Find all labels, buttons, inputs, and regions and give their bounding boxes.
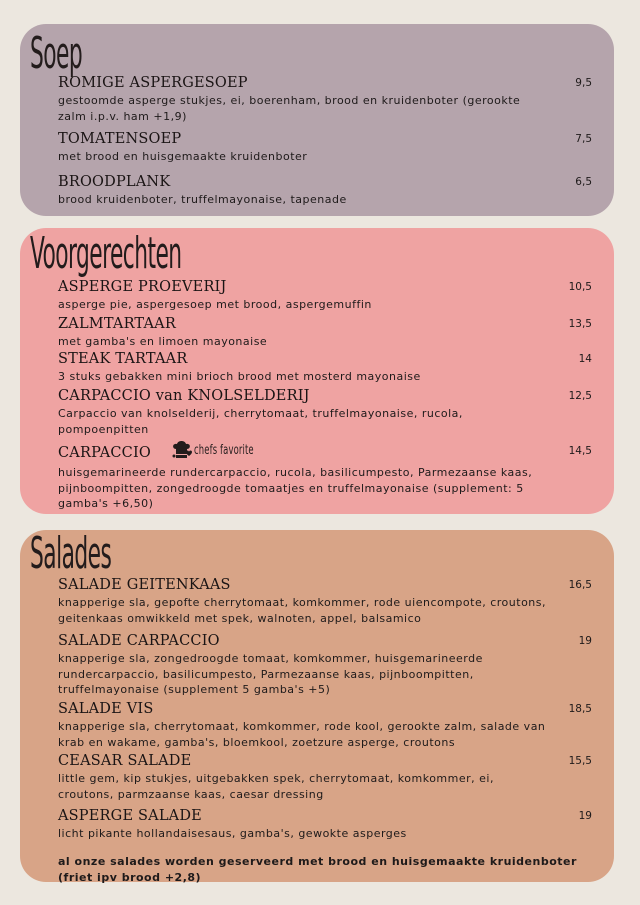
item-name: SALADE GEITENKAAS xyxy=(58,577,231,593)
item-description: met brood en huisgemaakte kruidenboter xyxy=(58,150,308,163)
item-description: little gem, kip stukjes, uitgebakken spek, cherrytomaat, komkommer, ei, croutons, parmzaanse kaas, caesar dressing xyxy=(58,772,494,801)
menu-item-romige-aspergesoep xyxy=(58,74,592,124)
item-price: 9,5 xyxy=(575,77,592,89)
item-name: CEASAR SALADE xyxy=(58,753,192,769)
menu-item-zalmtartaar xyxy=(58,315,592,350)
item-name: BROODPLANK xyxy=(58,174,171,190)
item-name: ZALMTARTAAR xyxy=(58,316,176,332)
section-voorgerechten xyxy=(20,228,614,514)
item-price: 15,5 xyxy=(568,755,592,767)
section-title-salades: Salades xyxy=(30,528,112,579)
item-name: TOMATENSOEP xyxy=(58,131,182,147)
menu-item-ceasar-salade xyxy=(58,752,592,802)
item-description: licht pikante hollandaisesaus, gamba's, gewokte asperges xyxy=(58,827,407,840)
section-title-voorgerechten: Voorgerechten xyxy=(30,228,182,279)
item-description: 3 stuks gebakken mini brioch brood met mosterd mayonaise xyxy=(58,370,421,383)
item-price: 10,5 xyxy=(568,281,592,293)
item-name: STEAK TARTAAR xyxy=(58,351,188,367)
item-price: 18,5 xyxy=(568,703,592,715)
item-price: 19 xyxy=(578,635,592,647)
menu-item-asperge-proeverij xyxy=(58,278,592,313)
item-description: knapperige sla, zongedroogde tomaat, komkommer, huisgemarineerde rundercarpaccio, basilicumpesto, Parmezaanse kaas, pijnboompitten, truffelmayonaise (supplement 5 gamba's +5) xyxy=(58,652,483,696)
item-price: 13,5 xyxy=(568,318,592,330)
item-description: met gamba's en limoen mayonaise xyxy=(58,335,268,348)
item-description: brood kruidenboter, truffelmayonaise, tapenade xyxy=(58,193,347,206)
item-description: knapperige sla, gepofte cherrytomaat, komkommer, rode uiencompote, croutons, geitenkaas omwikkeld met spek, walnoten, appel, balsamico xyxy=(58,596,546,625)
menu-item-broodplank xyxy=(58,173,592,208)
item-name: SALADE VIS xyxy=(58,701,154,717)
chefs-favorite-badge xyxy=(170,440,277,462)
item-description: gestoomde asperge stukjes, ei, boerenham, brood en kruidenboter (gerookte zalm i.p.v. ham +1,9) xyxy=(58,94,521,123)
item-price: 7,5 xyxy=(575,133,592,145)
item-name-row xyxy=(58,442,592,464)
item-name: SALADE CARPACCIO xyxy=(58,633,220,649)
menu-item-carpaccio-knolselderij xyxy=(58,387,592,437)
item-price: 16,5 xyxy=(568,579,592,591)
chef-hat-heart-icon xyxy=(170,440,194,462)
item-description: Carpaccio van knolselderij, cherrytomaat, truffelmayonaise, rucola, pompoenpitten xyxy=(58,407,463,436)
item-description: knapperige sla, cherrytomaat, komkommer, rode kool, gerookte zalm, salade van krab en wakame, gamba's, bloemkool, zoetzure asperge, croutons xyxy=(58,720,546,749)
badge-label: chefs favorite xyxy=(193,443,254,458)
salades-note: al onze salades worden geserveerd met brood en huisgemaakte kruidenboter (friet ipv brood +2,8) xyxy=(58,855,577,884)
item-price: 12,5 xyxy=(568,390,592,402)
section-salades xyxy=(20,530,614,882)
item-price: 19 xyxy=(578,810,592,822)
menu-item-carpaccio xyxy=(58,442,592,512)
section-soep xyxy=(20,24,614,216)
item-name: ASPERGE PROEVERIJ xyxy=(58,279,227,295)
menu-item-salade-geitenkaas xyxy=(58,576,592,626)
menu-item-salade-carpaccio xyxy=(58,632,592,698)
menu-item-asperge-salade xyxy=(58,807,592,842)
item-name: CARPACCIO xyxy=(58,445,151,461)
item-name: ASPERGE SALADE xyxy=(58,808,202,824)
menu-item-steak-tartaar xyxy=(58,350,592,385)
item-name: CARPACCIO van KNOLSELDERIJ xyxy=(58,388,310,404)
item-price: 14 xyxy=(578,353,592,365)
item-price: 14,5 xyxy=(568,445,592,457)
menu-item-tomatensoep xyxy=(58,130,592,165)
menu-item-salade-vis xyxy=(58,700,592,750)
item-description: huisgemarineerde rundercarpaccio, rucola, basilicumpesto, Parmezaanse kaas, pijnboompitten, zongedroogde tomaatjes en truffelmayonaise (supplement: 5 gamba's +6,50) xyxy=(58,466,533,510)
section-title-soep: Soep xyxy=(30,28,83,79)
item-description: asperge pie, aspergesoep met brood, aspergemuffin xyxy=(58,298,372,311)
item-price: 6,5 xyxy=(575,176,592,188)
item-name: ROMIGE ASPERGESOEP xyxy=(58,75,248,91)
